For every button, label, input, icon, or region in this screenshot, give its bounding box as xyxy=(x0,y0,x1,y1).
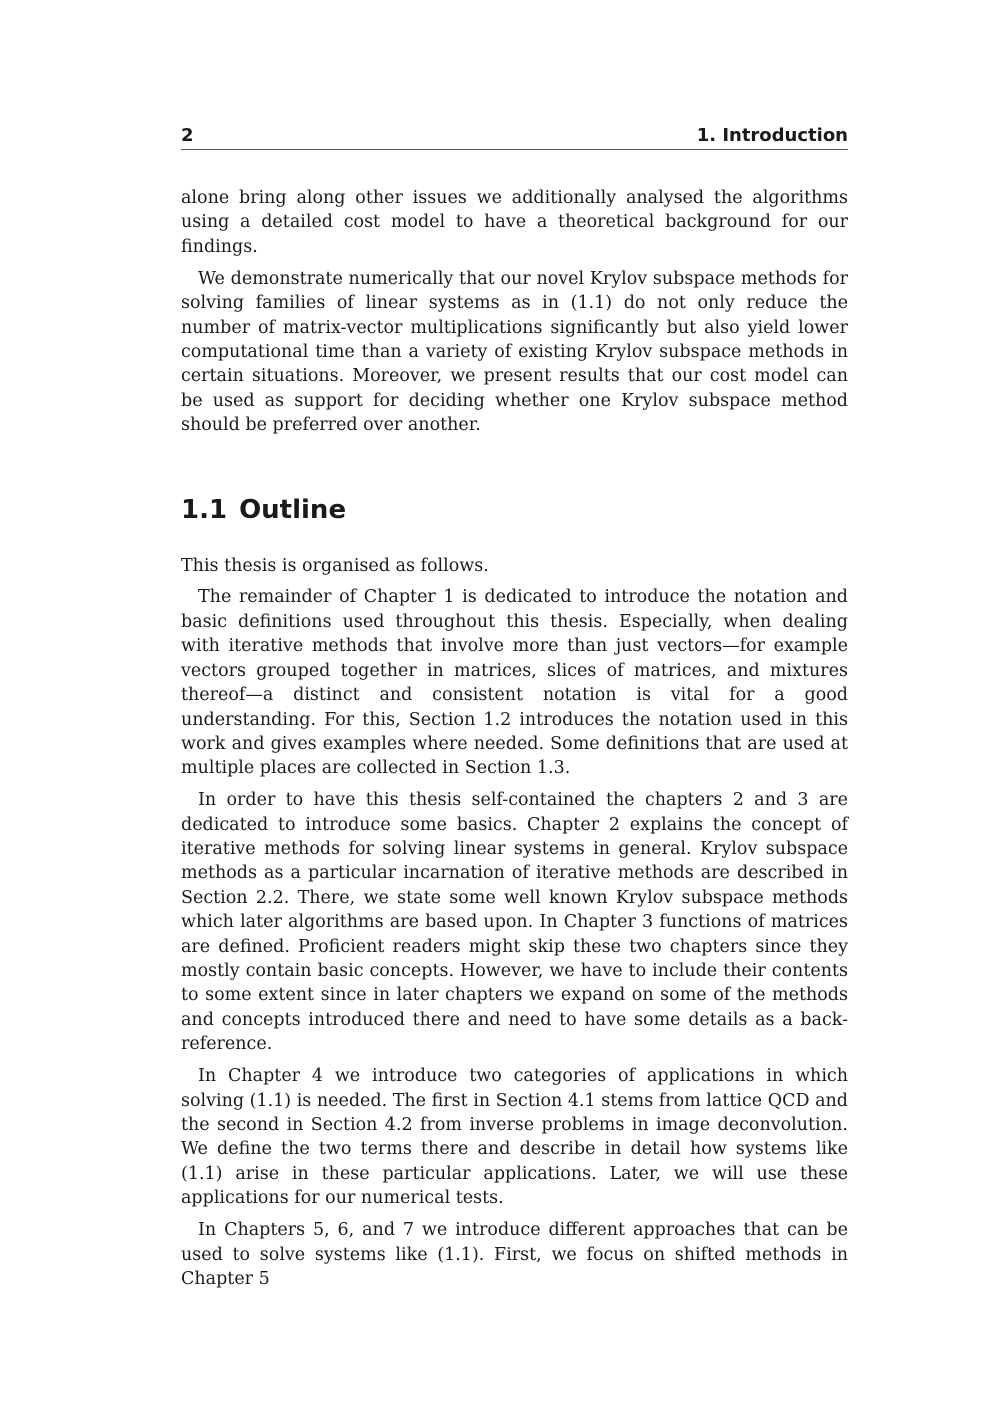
section-title: Outline xyxy=(239,494,347,525)
page-body xyxy=(181,186,848,1299)
section-heading xyxy=(181,494,848,526)
section-number: 1.1 xyxy=(181,494,228,525)
body-paragraph: alone bring along other issues we additionally analysed the algorithms using a detailed cost model to have a theoretical background for our findings. xyxy=(181,188,848,257)
body-paragraph: In order to have this thesis self-contained the chapters 2 and 3 are dedicated to introduce some basics. Chapter 2 explains the concept of iterative methods for solving linear systems in general. Krylov subspace methods as a particular incarnation of iterative methods are described in Section 2.2. There, we state some well known Krylov subspace methods which later algorithms are based upon. In Chapter 3 functions of matrices are defined. Proficient readers might skip these two chapters since they mostly contain basic concepts. However, we have to include their contents to some extent since in later chapters we expand on some of the methods and concepts introduced there and need to have some details as a back-reference. xyxy=(181,790,848,1055)
page-header xyxy=(181,121,848,150)
body-paragraph: In Chapter 4 we introduce two categories of applications in which solving (1.1) is needed. The first in Section 4.1 stems from lattice QCD and the second in Section 4.2 from inverse problems in image deconvolution. We define the two terms there and describe in detail how systems like (1.1) arise in these particular applications. Later, we will use these applications for our numerical tests. xyxy=(181,1066,848,1209)
page-number: 2 xyxy=(181,125,194,146)
body-paragraph: We demonstrate numerically that our novel Krylov subspace methods for solving families of linear systems as in (1.1) do not only reduce the number of matrix-vector multiplications significantly but also yield lower computational time than a variety of existing Krylov subspace methods in certain situations. Moreover, we present results that our cost model can be used as support for deciding whether one Krylov subspace method should be preferred over another. xyxy=(181,268,848,436)
running-head: 1. Introduction xyxy=(696,125,848,146)
body-paragraph: In Chapters 5, 6, and 7 we introduce different approaches that can be used to solve systems like (1.1). First, we focus on shifted methods in Chapter 5 xyxy=(181,1220,848,1289)
body-paragraph: The remainder of Chapter 1 is dedicated to introduce the notation and basic definitions used throughout this thesis. Especially, when dealing with iterative methods that involve more than just vectors—for example vectors grouped together in matrices, slices of matrices, and mixtures thereof—a distinct and consistent notation is vital for a good understanding. For this, Section 1.2 introduces the notation used in this work and gives examples where needed. Some definitions that are used at multiple places are collected in Section 1.3. xyxy=(181,587,848,779)
body-paragraph: This thesis is organised as follows. xyxy=(181,555,489,576)
